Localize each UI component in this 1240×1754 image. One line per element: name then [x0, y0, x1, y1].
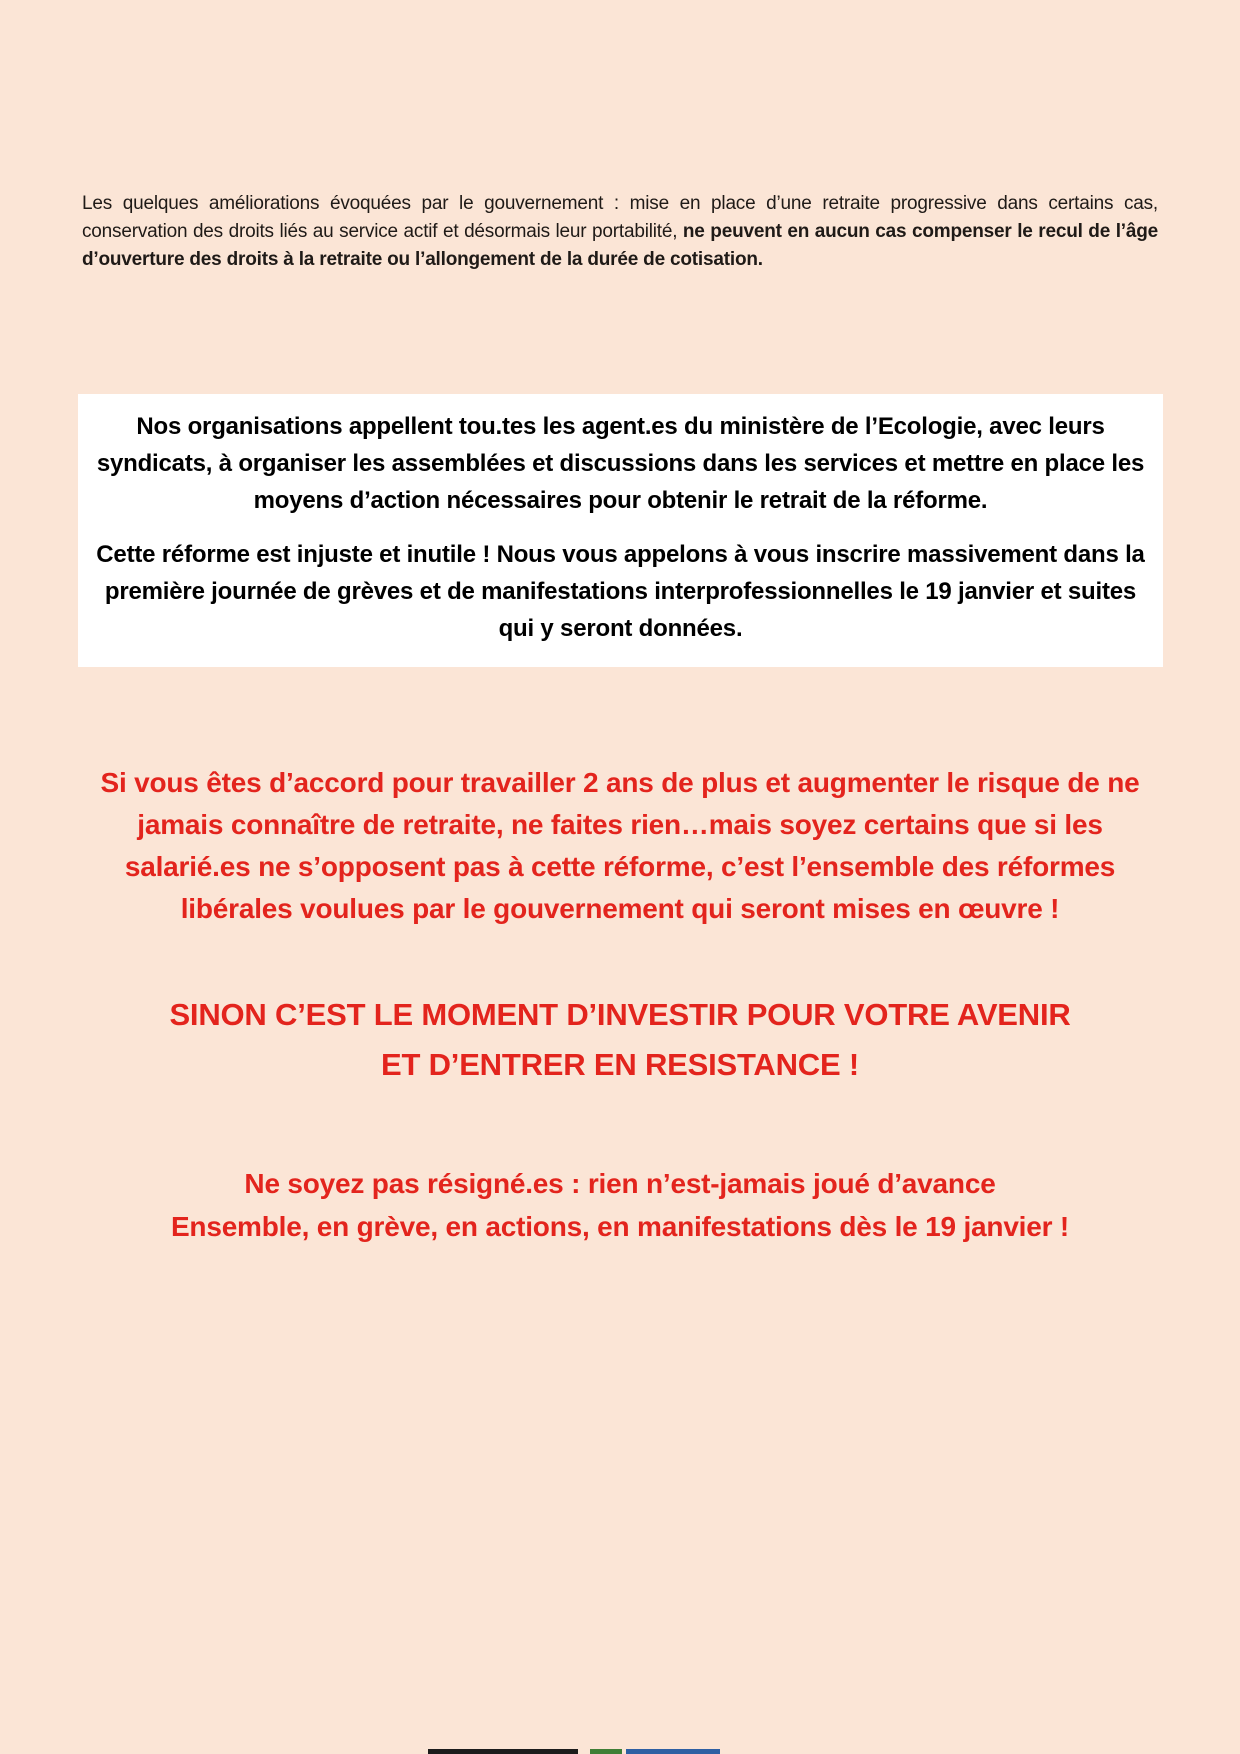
- red-closing: [82, 1162, 1158, 1248]
- red-heading-line-1: SINON C’EST LE MOMENT D’INVESTIR POUR VOTRE AVENIR: [169, 997, 1071, 1032]
- intro-normal-text: Les quelques améliorations évoquées par le gouvernement : mise en place d’une retraite progressive dans certains cas, conservation des droits liés au service actif et désormais leur portabilité,: [82, 193, 1158, 242]
- cutoff-footer-logos: [428, 1749, 720, 1754]
- callout-paragraph-1: Nos organisations appellent tou.tes les agent.es du ministère de l’Ecologie, avec leurs syndicats, à organiser les assemblées et discussions dans les services et mettre en place les moyens d’action nécessaires pour obtenir le retrait de la réforme.: [96, 413, 1145, 514]
- red-heading-line-2: ET D’ENTRER EN RESISTANCE !: [380, 1047, 859, 1082]
- intro-bold-text: ne peuvent en aucun cas compenser le recul de l’âge d’ouverture des droits à la retraite ou l’allongement de la durée de cotisation.: [82, 221, 1158, 270]
- callout-paragraph-2: Cette réforme est injuste et inutile ! Nous vous appelons à vous inscrire massivement dans la première journée de grèves et de manifestations interprofessionnelles le 19 janvier et suites qui y seront données.: [96, 541, 1145, 642]
- red-warning-paragraph: Si vous êtes d’accord pour travailler 2 ans de plus et augmenter le risque de ne jamais connaître de retraite, ne faites rien…mais soyez certains que si les salarié.es ne s’opposent pas à cette réforme, c’est l’ensemble des réformes libérales voulues par le gouvernement qui seront mises en œuvre !: [100, 767, 1140, 924]
- closing-line-2: Ensemble, en grève, en actions, en manifestations dès le 19 janvier !: [170, 1211, 1070, 1242]
- cutoff-logo-dark-segment: [428, 1749, 578, 1754]
- closing-line-1: Ne soyez pas résigné.es : rien n’est-jamais joué d’avance: [244, 1168, 996, 1199]
- cutoff-logo-blue-segment: [626, 1749, 720, 1754]
- callout-box: [78, 394, 1163, 667]
- intro-paragraph: [82, 190, 1158, 274]
- cutoff-logo-green-segment: [590, 1749, 622, 1754]
- red-heading: [82, 990, 1158, 1090]
